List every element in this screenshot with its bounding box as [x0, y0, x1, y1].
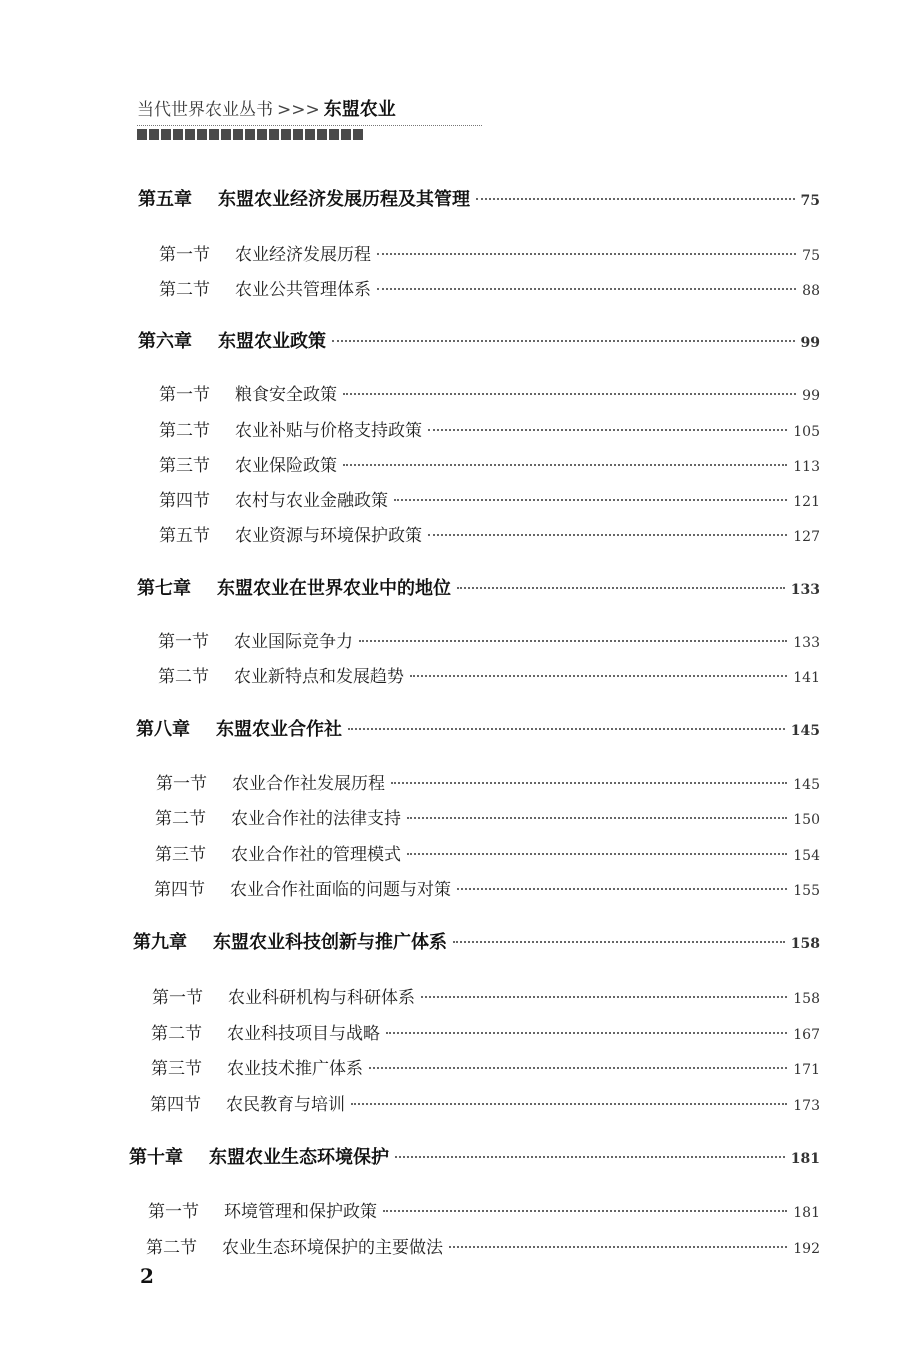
section-number: 第二节	[158, 667, 209, 687]
page-ref: 99	[800, 335, 820, 351]
page-ref: 154	[793, 848, 820, 864]
page-ref: 158	[790, 936, 820, 952]
chapter-number: 第十章	[129, 1147, 183, 1168]
section-title: 农业资源与环境保护政策	[235, 526, 422, 546]
page-ref: 88	[802, 283, 820, 299]
chapter-title: 东盟农业经济发展历程及其管理	[218, 189, 470, 210]
dot-leader	[395, 1156, 785, 1158]
toc-section-row[interactable]	[148, 1197, 820, 1222]
dot-leader	[410, 675, 787, 677]
section-number: 第四节	[159, 491, 210, 511]
dot-leader	[428, 429, 787, 431]
section-number: 第三节	[159, 456, 210, 476]
page-ref: 121	[793, 494, 820, 510]
dot-leader	[348, 728, 785, 730]
dot-leader	[449, 1246, 787, 1248]
section-title: 农业补贴与价格支持政策	[235, 421, 422, 441]
toc-section-row[interactable]	[151, 1054, 820, 1079]
chapter-title: 东盟农业生态环境保护	[209, 1147, 389, 1168]
toc-section-row[interactable]	[159, 486, 820, 511]
section-number: 第三节	[151, 1059, 202, 1079]
dot-leader	[391, 782, 787, 784]
dot-leader	[428, 534, 787, 536]
section-number: 第一节	[158, 632, 209, 652]
dot-leader	[453, 941, 785, 943]
page-ref: 75	[800, 193, 820, 209]
header-dotted-rule	[137, 125, 482, 126]
toc-section-row[interactable]	[150, 1090, 820, 1115]
chapter-number: 第五章	[138, 189, 192, 210]
section-title: 农业合作社发展历程	[232, 774, 385, 794]
dot-leader	[407, 853, 787, 855]
toc-chapter-row[interactable]	[129, 1143, 820, 1169]
section-title: 农业新特点和发展趋势	[234, 667, 404, 687]
dot-leader	[386, 1032, 787, 1034]
toc-chapter-row[interactable]	[138, 185, 820, 211]
dot-leader	[332, 340, 795, 342]
page-ref: 181	[790, 1151, 820, 1167]
toc-chapter-row[interactable]	[137, 574, 820, 600]
section-number: 第三节	[155, 845, 206, 865]
toc-section-row[interactable]	[159, 380, 820, 405]
toc-section-row[interactable]	[159, 521, 820, 546]
chapter-title: 东盟农业合作社	[216, 719, 342, 740]
page-ref: 105	[793, 424, 820, 440]
section-title: 粮食安全政策	[235, 385, 337, 405]
page-ref: 145	[793, 777, 820, 793]
series-title: 当代世界农业丛书	[137, 100, 273, 120]
section-number: 第二节	[151, 1024, 202, 1044]
page-ref: 145	[790, 723, 820, 739]
toc-section-row[interactable]	[158, 627, 820, 652]
section-number: 第五节	[159, 526, 210, 546]
dot-leader	[359, 640, 787, 642]
toc-section-row[interactable]	[151, 1019, 820, 1044]
section-title: 环境管理和保护政策	[224, 1202, 377, 1222]
header-separator: >>>	[277, 100, 320, 120]
toc-section-row[interactable]	[152, 983, 820, 1008]
header-decorative-bar	[137, 129, 365, 140]
toc-section-row[interactable]	[155, 804, 820, 829]
toc-section-row[interactable]	[155, 840, 820, 865]
toc-section-row[interactable]	[159, 451, 820, 476]
section-number: 第四节	[154, 880, 205, 900]
chapter-title: 东盟农业政策	[218, 331, 326, 352]
dot-leader	[457, 587, 785, 589]
chapter-title: 东盟农业在世界农业中的地位	[217, 578, 451, 599]
dot-leader	[457, 888, 787, 890]
toc-section-row[interactable]	[156, 769, 820, 794]
toc-section-row[interactable]	[159, 240, 820, 265]
dot-leader	[394, 499, 787, 501]
page-ref: 167	[793, 1027, 820, 1043]
running-header	[137, 98, 487, 140]
section-title: 农业科技项目与战略	[227, 1024, 380, 1044]
page-ref: 75	[802, 248, 820, 264]
page-ref: 141	[793, 670, 820, 686]
page-ref: 155	[793, 883, 820, 899]
section-number: 第一节	[159, 385, 210, 405]
section-number: 第四节	[150, 1095, 201, 1115]
section-number: 第二节	[146, 1238, 197, 1258]
chapter-title: 东盟农业科技创新与推广体系	[213, 932, 447, 953]
page-ref: 181	[793, 1205, 820, 1221]
section-title: 农业合作社的法律支持	[231, 809, 401, 829]
section-title: 农业合作社的管理模式	[231, 845, 401, 865]
page-ref: 133	[793, 635, 820, 651]
page-ref: 133	[790, 582, 820, 598]
section-number: 第一节	[148, 1202, 199, 1222]
section-title: 农业合作社面临的问题与对策	[230, 880, 451, 900]
toc-chapter-row[interactable]	[136, 715, 820, 741]
section-number: 第一节	[156, 774, 207, 794]
page-ref: 150	[793, 812, 820, 828]
dot-leader	[377, 253, 796, 255]
toc-section-row[interactable]	[158, 662, 820, 687]
dot-leader	[476, 198, 795, 200]
section-title: 农业技术推广体系	[227, 1059, 363, 1079]
dot-leader	[407, 817, 787, 819]
header-text	[137, 98, 487, 122]
section-number: 第二节	[159, 421, 210, 441]
section-title: 农民教育与培训	[226, 1095, 345, 1115]
dot-leader	[383, 1210, 787, 1212]
section-number: 第二节	[159, 280, 210, 300]
section-title: 农业国际竞争力	[234, 632, 353, 652]
page-ref: 171	[793, 1062, 820, 1078]
dot-leader	[351, 1103, 787, 1105]
section-title: 农业公共管理体系	[235, 280, 371, 300]
toc-section-row[interactable]	[159, 275, 820, 300]
dot-leader	[343, 464, 787, 466]
toc-section-row[interactable]	[159, 416, 820, 441]
section-title: 农业保险政策	[235, 456, 337, 476]
dot-leader	[421, 996, 787, 998]
chapter-number: 第七章	[137, 578, 191, 599]
section-number: 第一节	[159, 245, 210, 265]
toc-chapter-row[interactable]	[133, 928, 820, 954]
toc-chapter-row[interactable]	[138, 327, 820, 353]
page-ref: 192	[793, 1241, 820, 1257]
page-ref: 158	[793, 991, 820, 1007]
toc-section-row[interactable]	[146, 1233, 820, 1258]
section-title: 农业经济发展历程	[235, 245, 371, 265]
chapter-number: 第六章	[138, 331, 192, 352]
dot-leader	[377, 288, 796, 290]
section-title: 农村与农业金融政策	[235, 491, 388, 511]
section-number: 第一节	[152, 988, 203, 1008]
page-ref: 113	[793, 459, 820, 475]
section-number: 第二节	[155, 809, 206, 829]
page-ref: 99	[802, 388, 820, 404]
book-title: 东盟农业	[323, 99, 396, 120]
dot-leader	[369, 1067, 787, 1069]
page-ref: 127	[793, 529, 820, 545]
page-number: 2	[140, 1264, 154, 1288]
page-ref: 173	[793, 1098, 820, 1114]
section-title: 农业科研机构与科研体系	[228, 988, 415, 1008]
toc-section-row[interactable]	[154, 875, 820, 900]
section-title: 农业生态环境保护的主要做法	[222, 1238, 443, 1258]
chapter-number: 第八章	[136, 719, 190, 740]
chapter-number: 第九章	[133, 932, 187, 953]
dot-leader	[343, 393, 796, 395]
